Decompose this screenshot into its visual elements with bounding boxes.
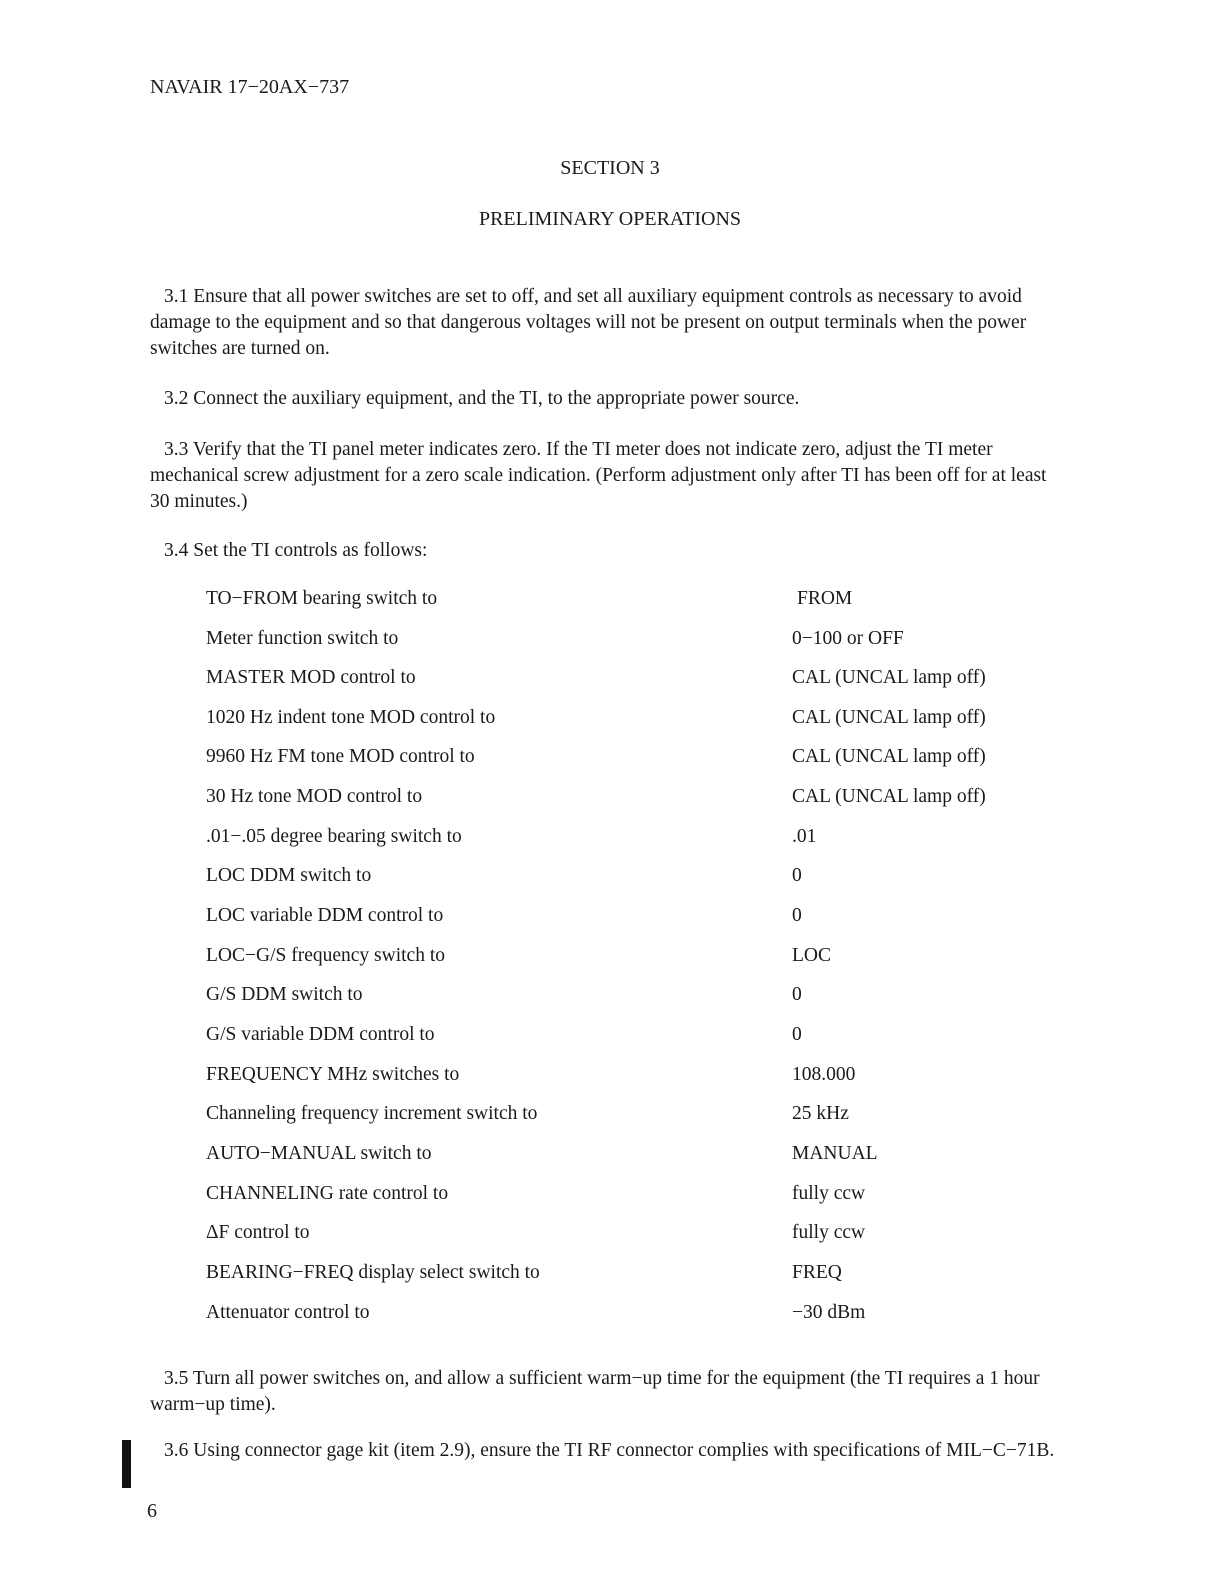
paragraph-3-2: 3.2 Connect the auxiliary equipment, and the TI, to the appropriate power source. <box>164 388 800 409</box>
control-value: CAL (UNCAL lamp off) <box>792 746 986 767</box>
control-value: fully ccw <box>792 1183 866 1204</box>
control-value: fully ccw <box>792 1222 866 1243</box>
control-label: LOC variable DDM control to <box>206 905 444 926</box>
paragraph-3-6: 3.6 Using connector gage kit (item 2.9), ensure the TI RF connector complies with specifications of MIL−C−71B. <box>164 1440 1055 1461</box>
control-label: .01−.05 degree bearing switch to <box>206 826 462 847</box>
paragraph-3-4: 3.4 Set the TI controls as follows: <box>164 540 428 561</box>
control-value: .01 <box>792 826 817 847</box>
control-value: LOC <box>792 945 831 966</box>
control-value: 25 kHz <box>792 1103 849 1124</box>
control-value: 0 <box>792 905 802 926</box>
section-title: PRELIMINARY OPERATIONS <box>478 208 742 230</box>
section-number: SECTION 3 <box>560 157 660 179</box>
control-value: −30 dBm <box>792 1302 866 1323</box>
document-id: NAVAIR 17−20AX−737 <box>150 76 350 98</box>
control-label: ΔF control to <box>206 1222 310 1243</box>
control-label: G/S DDM switch to <box>206 984 363 1005</box>
control-value: FREQ <box>792 1262 842 1283</box>
control-label: LOC−G/S frequency switch to <box>206 945 445 966</box>
control-label: G/S variable DDM control to <box>206 1024 435 1045</box>
control-label: Attenuator control to <box>206 1302 370 1323</box>
control-label: Channeling frequency increment switch to <box>206 1103 538 1124</box>
control-label: 30 Hz tone MOD control to <box>206 786 423 807</box>
control-label: 9960 Hz FM tone MOD control to <box>206 746 475 767</box>
control-value: 0−100 or OFF <box>792 628 904 649</box>
control-value: FROM <box>797 588 853 609</box>
control-value: 0 <box>792 1024 802 1045</box>
paragraph-3-3: 3.3 Verify that the TI panel meter indicates zero. If the TI meter does not indicate zero, adjust the TI meter mechanical screw adjustment for a zero scale indication. (Perform adjustment only after TI has been off for at least 30 minutes.) <box>150 439 1047 512</box>
control-label: 1020 Hz indent tone MOD control to <box>206 707 496 728</box>
control-value: MANUAL <box>792 1143 878 1164</box>
control-label: LOC DDM switch to <box>206 865 372 886</box>
control-label: FREQUENCY MHz switches to <box>206 1064 460 1085</box>
change-bar <box>122 1440 131 1488</box>
control-value: 0 <box>792 865 802 886</box>
control-label: Meter function switch to <box>206 628 399 649</box>
control-label: BEARING−FREQ display select switch to <box>206 1262 540 1283</box>
paragraph-3-1: 3.1 Ensure that all power switches are set to off, and set all auxiliary equipment controls as necessary to avoid damage to the equipment and so that dangerous voltages will not be present on output terminals when the power switches are turned on. <box>150 286 1027 359</box>
paragraph-3-5: 3.5 Turn all power switches on, and allow a sufficient warm−up time for the equipment (the TI requires a 1 hour warm−up time). <box>150 1368 1040 1415</box>
control-label: TO−FROM bearing switch to <box>206 588 438 609</box>
control-value: CAL (UNCAL lamp off) <box>792 667 986 688</box>
control-label: MASTER MOD control to <box>206 667 416 688</box>
control-label: CHANNELING rate control to <box>206 1183 449 1204</box>
control-value: 0 <box>792 984 802 1005</box>
page-number: 6 <box>147 1500 157 1522</box>
control-value: 108.000 <box>792 1064 856 1085</box>
control-value: CAL (UNCAL lamp off) <box>792 707 986 728</box>
control-label: AUTO−MANUAL switch to <box>206 1143 432 1164</box>
control-value: CAL (UNCAL lamp off) <box>792 786 986 807</box>
